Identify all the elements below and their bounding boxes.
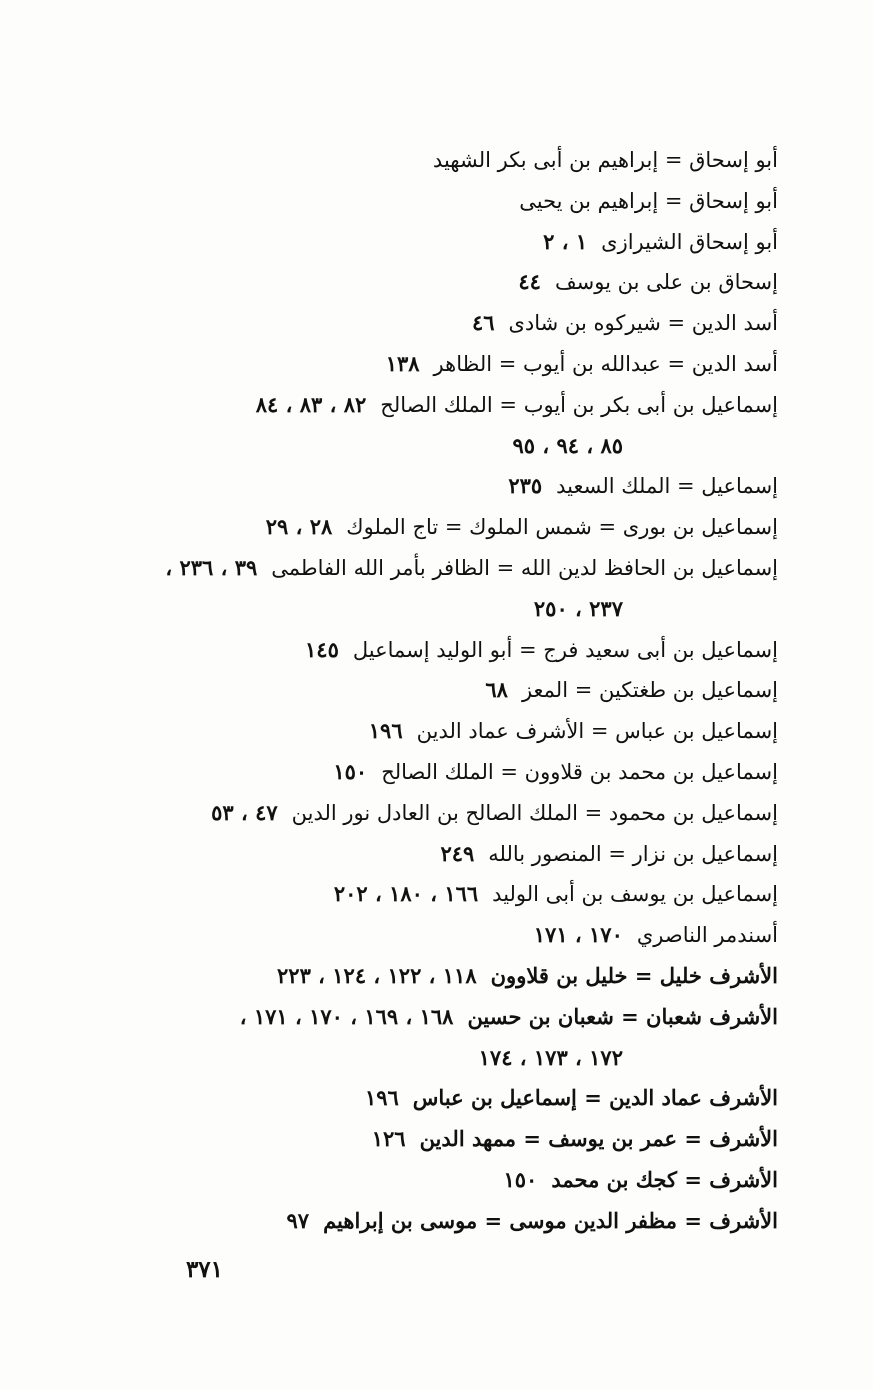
index-entry [78, 1201, 778, 1242]
entry-name: أبو إسحاق = إبراهيم بن أبى بكر الشهيد [432, 148, 778, 172]
index-entry [78, 752, 778, 793]
index-entry [78, 344, 778, 385]
entry-page-refs: ٢٣٥ [508, 473, 543, 499]
index-entry [78, 997, 778, 1038]
index-entry [78, 385, 778, 426]
entry-name: أسندمر الناصري [636, 923, 778, 948]
index-entry [78, 1160, 778, 1201]
index-list [78, 140, 778, 1242]
entry-page-refs: ٣٩ ، ٢٣٦ ، [165, 554, 258, 580]
entry-name: إسماعيل بن بورى = شمس الملوك = تاج الملوك [346, 515, 778, 540]
entry-page-refs: ٢٤٩ [440, 840, 475, 866]
entry-name: إسماعيل بن يوسف بن أبى الوليد [492, 882, 778, 907]
entry-name: إسماعيل بن نزار = المنصور بالله [488, 841, 778, 866]
entry-name: أبو إسحاق = إبراهيم بن يحيى [519, 188, 778, 213]
entry-name: إسماعيل بن أبى بكر بن أيوب = الملك الصالح [380, 392, 778, 417]
entry-name: الأشرف = عمر بن يوسف = ممهد الدين [419, 1126, 778, 1152]
index-entry [78, 140, 778, 181]
index-entry [78, 262, 778, 303]
entry-page-refs: ٨٥ ، ٩٤ ، ٩٥ [512, 432, 623, 458]
entry-page-refs: ١ ، ٢ [543, 228, 588, 254]
index-entry [78, 834, 778, 875]
entry-page-refs: ١٩٦ [364, 1085, 399, 1111]
index-entry [78, 630, 778, 671]
entry-page-refs: ١٦٦ ، ١٨٠ ، ٢٠٢ [333, 881, 479, 907]
entry-page-refs: ٦٨ [485, 677, 508, 703]
entry-page-refs: ١١٨ ، ١٢٢ ، ١٢٤ ، ٢٢٣ [277, 962, 477, 988]
entry-page-refs: ٤٧ ، ٥٣ [211, 799, 278, 825]
entry-page-refs: ٢٣٧ ، ٢٥٠ [533, 595, 623, 621]
index-entry [78, 303, 778, 344]
entry-name: إسماعيل بن أبى سعيد فرج = أبو الوليد إسماعيل [352, 637, 778, 662]
index-entry [78, 181, 778, 222]
entry-name: الأشرف شعبان = شعبان بن حسين [467, 1003, 778, 1029]
entry-page-refs: ٤٤ [518, 269, 541, 295]
entry-name: الأشرف عماد الدين = إسماعيل بن عباس [412, 1085, 778, 1111]
index-entry [78, 1078, 778, 1119]
entry-page-refs: ٤٦ [471, 310, 495, 336]
entry-name: الأشرف خليل = خليل بن قلاوون [490, 962, 778, 988]
index-entry [78, 956, 778, 997]
index-entry [78, 548, 778, 589]
entry-page-refs: ١٦٨ ، ١٦٩ ، ١٧٠ ، ١٧١ ، [239, 1003, 454, 1029]
index-entry [78, 711, 778, 752]
index-entry [78, 874, 778, 915]
entry-name: الأشرف = مظفر الدين موسى = موسى بن إبراهيم [323, 1207, 778, 1233]
entry-name: إسماعيل بن الحافظ لدين الله = الظافر بأمر الله الفاطمى [271, 555, 778, 580]
index-entry-continuation [78, 1038, 778, 1079]
entry-name: إسماعيل بن محمد بن قلاوون = الملك الصالح [381, 759, 778, 784]
index-entry [78, 793, 778, 834]
entry-page-refs: ١٧٠ ، ١٧١ [533, 922, 623, 948]
entry-page-refs: ١٣٨ [385, 350, 420, 376]
entry-name: إسماعيل بن محمود = الملك الصالح بن العادل نور الدين [291, 800, 778, 825]
index-entry-continuation [78, 426, 778, 467]
entry-page-refs: ١٩٦ [368, 718, 403, 744]
entry-name: أسد الدين = عبدالله بن أيوب = الظاهر [433, 351, 778, 376]
entry-name: إسماعيل بن طغتكين = المعز [521, 678, 778, 703]
entry-name: أبو إسحاق الشيرازى [601, 229, 778, 254]
entry-page-refs: ١٥٠ [333, 758, 368, 784]
entry-page-refs: ٢٨ ، ٢٩ [265, 514, 333, 540]
entry-page-refs: ١٢٦ [371, 1126, 406, 1152]
entry-page-refs: ٨٢ ، ٨٣ ، ٨٤ [255, 391, 367, 417]
index-entry-continuation [78, 589, 778, 630]
entry-page-refs: ١٥٠ [503, 1166, 538, 1192]
index-entry [78, 915, 778, 956]
index-entry [78, 466, 778, 507]
index-entry [78, 670, 778, 711]
entry-page-refs: ١٧٢ ، ١٧٣ ، ١٧٤ [478, 1044, 623, 1070]
entry-name: إسحاق بن على بن يوسف [554, 270, 778, 295]
index-entry [78, 1119, 778, 1160]
entry-name: إسماعيل = الملك السعيد [556, 474, 778, 499]
index-entry [78, 507, 778, 548]
entry-page-refs: ٩٧ [286, 1207, 310, 1233]
entry-name: الأشرف = كجك بن محمد [551, 1166, 778, 1192]
entry-name: إسماعيل بن عباس = الأشرف عماد الدين [416, 719, 778, 744]
page-number: ٣٧١ [185, 1256, 223, 1283]
entry-page-refs: ١٤٥ [305, 636, 339, 662]
index-entry [78, 222, 778, 263]
entry-name: أسد الدين = شيركوه بن شادى [508, 311, 778, 336]
